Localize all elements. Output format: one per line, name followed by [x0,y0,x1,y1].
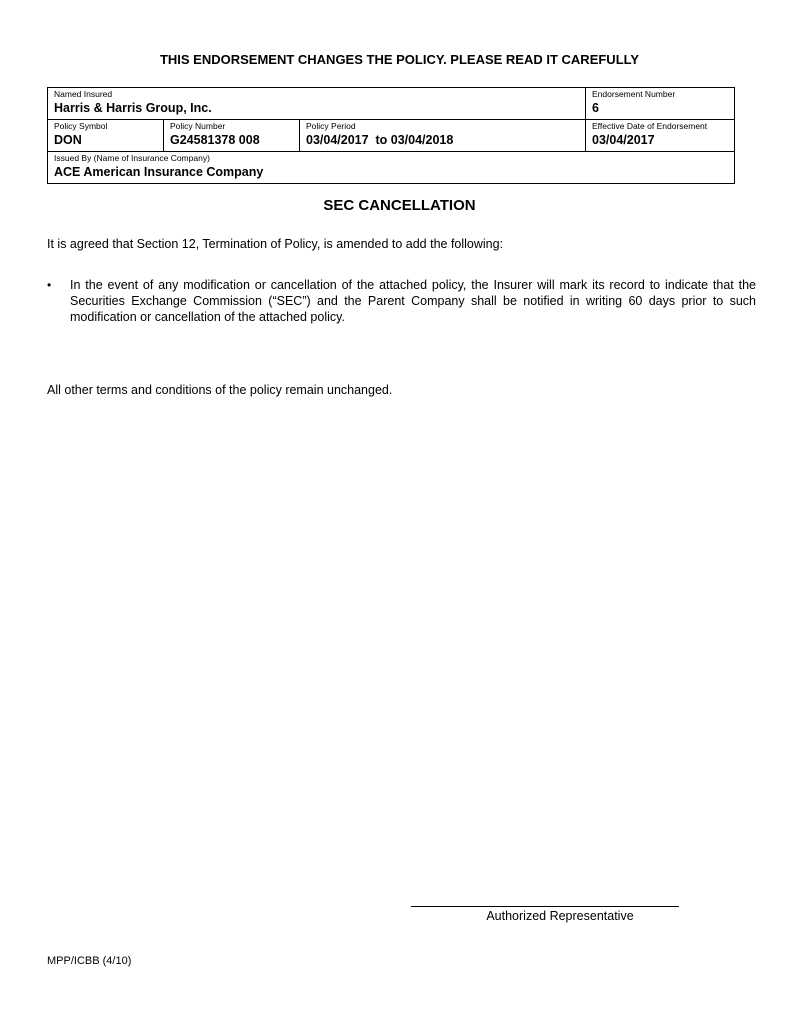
endorsement-number-label: Endorsement Number [592,89,676,99]
policy-symbol-value: DON [54,133,82,147]
list-item [47,277,756,325]
bullet-icon: • [47,278,52,292]
intro-paragraph: It is agreed that Section 12, Termination of Policy, is amended to add the following: [47,237,504,251]
named-insured-label: Named Insured [54,89,113,99]
issued-by-label: Issued By (Name of Insurance Company) [54,153,210,163]
issuer-row [48,152,735,184]
bullet-text: In the event of any modification or cancellation of the attached policy, the Insurer will mark its record to indicate that the Securities Exchange Commission (“SEC”) and the Parent Company shall be notified in writing 60 days prior to such modification or cancellation of the attached policy. [70,278,756,324]
endorsement-title: SEC CANCELLATION [323,197,476,214]
policy-period-value: 03/04/2017 to 03/04/2018 [306,133,454,147]
effective-date-label: Effective Date of Endorsement [592,121,708,131]
policy-details-row [48,120,735,152]
effective-date-cell [586,120,735,152]
issued-by-cell [48,152,735,184]
effective-date-value: 03/04/2017 [592,133,655,147]
named-insured-value: Harris & Harris Group, Inc. [54,101,212,115]
policy-number-label: Policy Number [170,121,226,131]
form-code: MPP/ICBB (4/10) [47,955,132,967]
named-insured-cell [48,88,586,120]
closing-paragraph: All other terms and conditions of the policy remain unchanged. [47,383,393,397]
policy-period-label: Policy Period [306,121,356,131]
signature-label: Authorized Representative [486,909,634,923]
signature-line [411,906,679,907]
endorsement-number-value: 6 [592,101,599,115]
endorsement-number-cell [586,88,735,120]
policy-symbol-cell [48,120,164,152]
policy-symbol-label: Policy Symbol [54,121,108,131]
policy-number-value: G24581378 008 [170,133,260,147]
policy-period-cell [300,120,586,152]
endorsement-notice: THIS ENDORSEMENT CHANGES THE POLICY. PLEASE READ IT CAREFULLY [159,52,640,67]
policy-number-cell [164,120,300,152]
issued-by-value: ACE American Insurance Company [54,165,264,179]
named-insured-row [48,88,735,120]
bullet-list [47,277,756,325]
policy-info-table [47,87,735,184]
